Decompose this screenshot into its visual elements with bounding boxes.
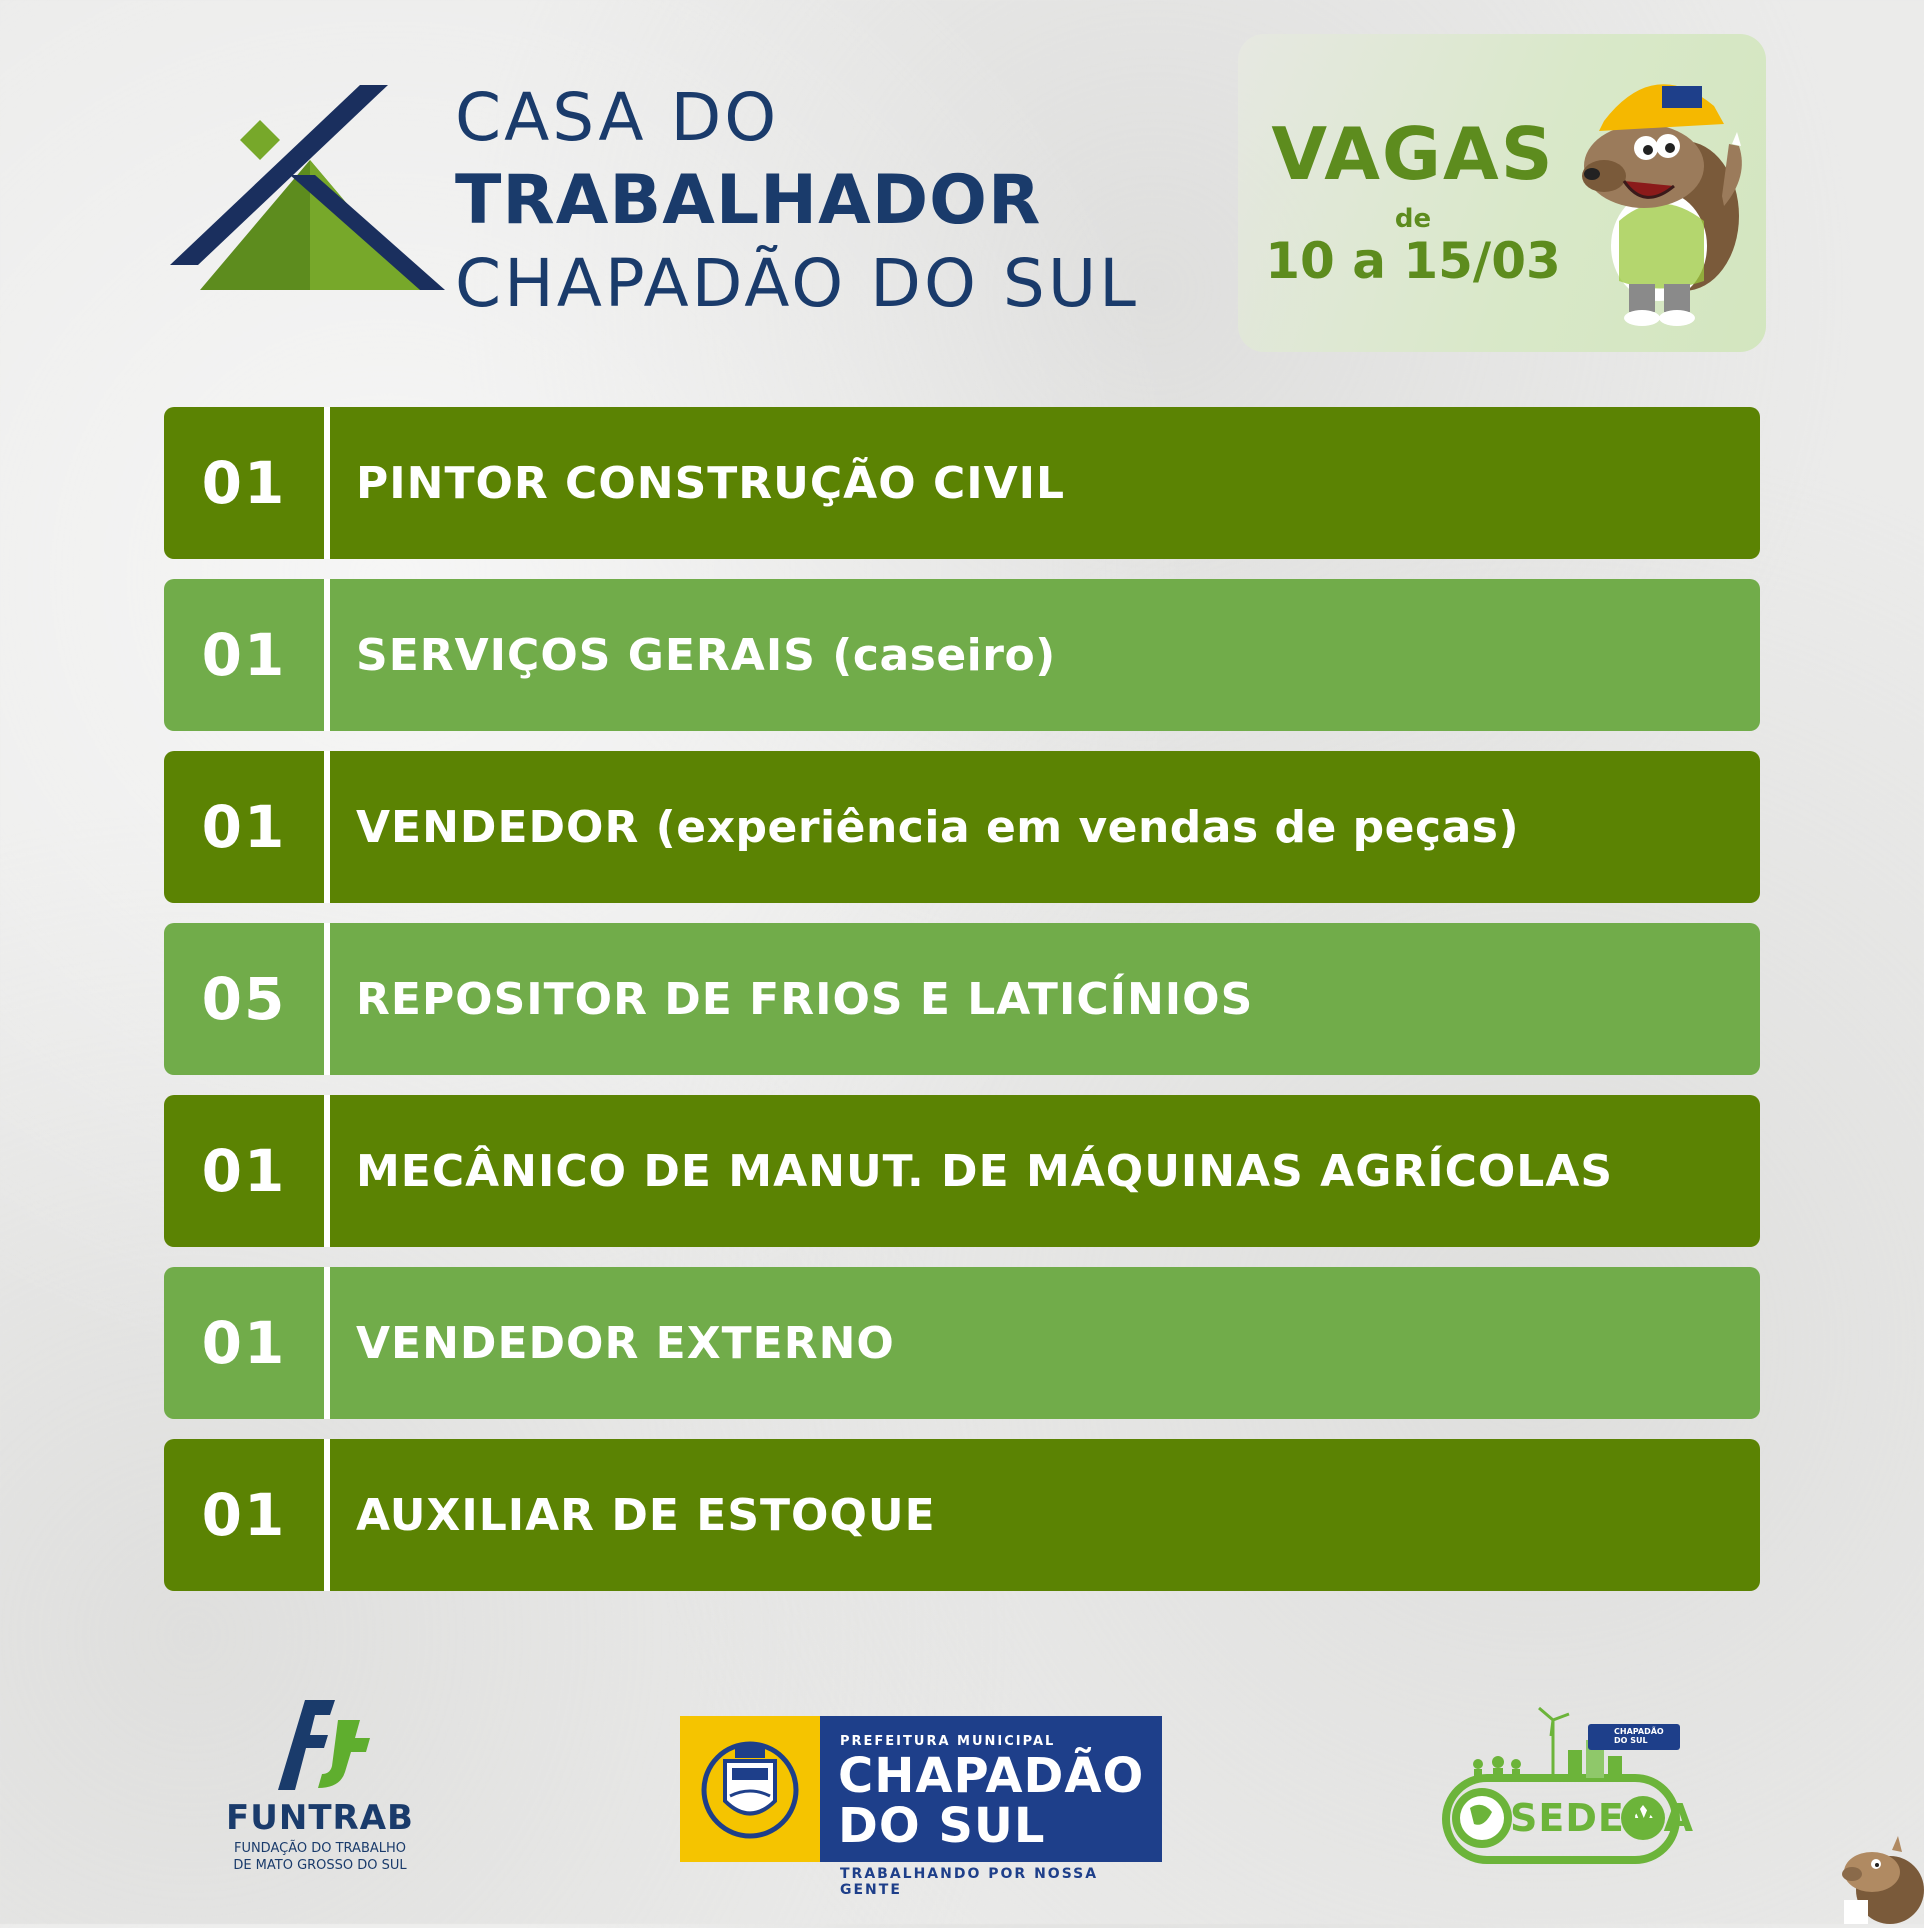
title-line-1: CASA DO [455,79,780,156]
prefeitura-name-line-1: CHAPADÃO [838,1748,1145,1804]
job-title-note: (caseiro) [832,629,1056,681]
job-title-main: VENDEDOR [356,801,640,853]
city-coat-of-arms-icon [680,1716,820,1862]
job-count: 01 [201,449,287,517]
prefeitura-label: PREFEITURA MUNICIPAL [840,1734,1056,1749]
funtrab-sub-line-1: FUNDAÇÃO DO TRABALHO [233,1841,407,1856]
job-row [164,407,1760,559]
job-row [164,579,1760,731]
vagas-dates: 10 a 15/03 [1265,232,1561,290]
job-title [330,630,1056,681]
prefeitura-logo [680,1716,1162,1898]
job-title-main: SERVIÇOS GERAIS [356,629,816,681]
funtrab-logo-icon [210,1690,430,1795]
sedema-logo [1418,1700,1708,1870]
job-list [164,407,1760,1611]
prefeitura-yellow-panel [680,1716,820,1862]
page-title [455,78,1139,324]
job-title-main: PINTOR CONSTRUÇÃO CIVIL [356,457,1066,509]
job-title [330,1318,895,1369]
job-count: 01 [201,1137,287,1205]
title-line-3: CHAPADÃO DO SUL [455,245,1139,322]
armadillo-mascot-icon [1564,46,1754,346]
job-title-note: (experiência em vendas de peças) [655,801,1520,853]
job-row [164,1095,1760,1247]
prefeitura-name-line-2: DO SUL [838,1798,1046,1854]
armadillo-corner-icon [1830,1820,1924,1924]
job-row [164,1439,1760,1591]
job-count: 01 [201,793,287,861]
job-title [330,802,1519,853]
vagas-title: VAGAS [1271,112,1555,196]
job-row [164,751,1760,903]
job-title [330,974,1253,1025]
job-title [330,1146,1613,1197]
job-count: 01 [201,1309,287,1377]
job-title [330,458,1065,509]
job-count: 01 [201,1481,287,1549]
sedema-name: SEDEMA [1510,1796,1695,1840]
job-title-main: MECÂNICO DE MANUT. DE MÁQUINAS AGRÍCOLAS [356,1145,1614,1197]
job-row [164,1267,1760,1419]
job-title [330,1490,936,1541]
job-count: 01 [201,621,287,689]
job-count: 05 [201,965,287,1033]
job-title-main: AUXILIAR DE ESTOQUE [356,1489,936,1541]
title-line-2: TRABALHADOR [455,161,1042,240]
job-row [164,923,1760,1075]
funtrab-subtitle [210,1840,430,1874]
vagas-de: de [1394,204,1432,234]
job-title-main: VENDEDOR EXTERNO [356,1317,895,1369]
casa-do-trabalhador-logo-icon [170,80,470,300]
sedema-badge: CHAPADÃO DO SUL [1588,1724,1680,1750]
prefeitura-slogan: TRABALHANDO POR NOSSA GENTE [840,1866,1099,1898]
funtrab-logo [210,1690,430,1880]
funtrab-name: FUNTRAB [226,1798,414,1838]
funtrab-sub-line-2: DE MATO GROSSO DO SUL [233,1858,407,1873]
vagas-panel [1238,34,1766,352]
job-title-main: REPOSITOR DE FRIOS E LATICÍNIOS [356,973,1254,1025]
